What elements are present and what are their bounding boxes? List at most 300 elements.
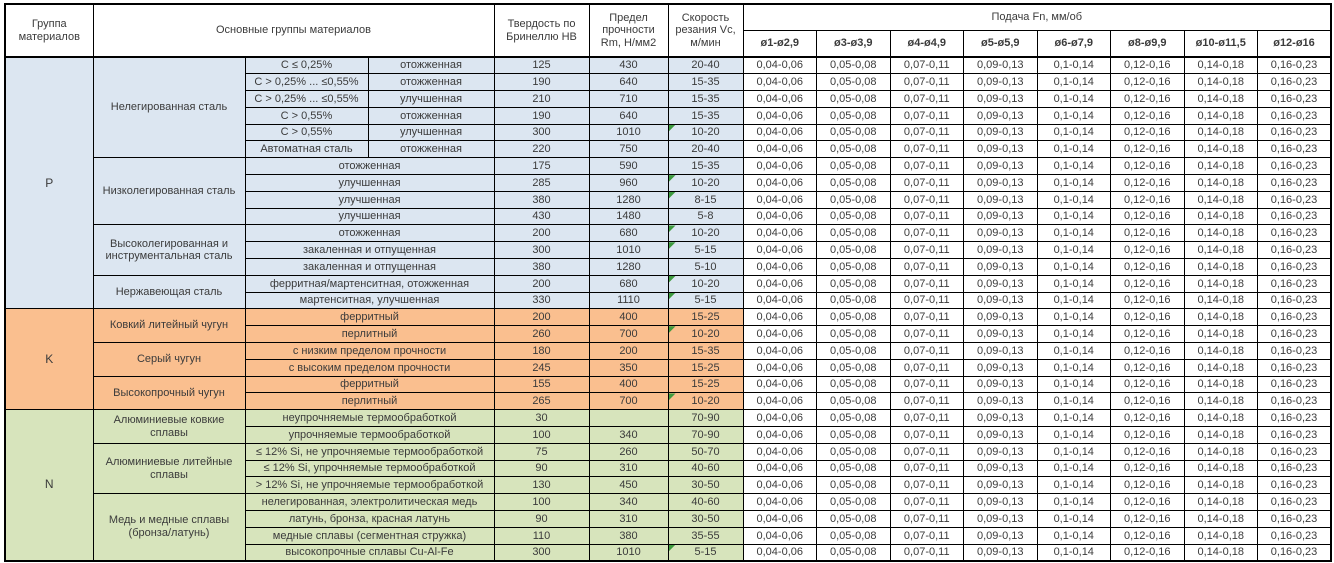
feed-value-cell: 0,14-0,18 [1184, 477, 1258, 494]
feed-value-cell: 0,12-0,16 [1111, 443, 1185, 460]
feed-value-cell: 0,04-0,06 [743, 74, 817, 91]
feed-value-cell: 0,14-0,18 [1184, 191, 1258, 208]
feed-value-cell: 0,1-0,14 [1037, 107, 1111, 124]
feed-value-cell: 0,1-0,14 [1037, 393, 1111, 410]
feed-value-cell: 0,14-0,18 [1184, 292, 1258, 309]
material-spec-cell: ферритный [245, 309, 494, 326]
feed-value-cell: 0,07-0,11 [890, 544, 964, 561]
feed-value-cell: 0,09-0,13 [964, 410, 1038, 427]
feed-value-cell: 0,07-0,11 [890, 259, 964, 276]
feed-column-header: ø4-ø4,9 [890, 30, 964, 57]
feed-value-cell: 0,1-0,14 [1037, 460, 1111, 477]
feed-value-cell: 0,04-0,06 [743, 309, 817, 326]
strength-cell: 1110 [589, 292, 668, 309]
feed-value-cell: 0,16-0,23 [1258, 309, 1332, 326]
green-corner-indicator-icon [669, 276, 676, 283]
group-cell: K [5, 309, 93, 410]
feed-value-cell: 0,12-0,16 [1111, 376, 1185, 393]
material-spec-cell: высокопрочные сплавы Cu-Al-Fe [245, 544, 494, 561]
feed-value-cell: 0,12-0,16 [1111, 292, 1185, 309]
feed-value-cell: 0,07-0,11 [890, 158, 964, 175]
feed-value-cell: 0,07-0,11 [890, 141, 964, 158]
hardness-cell: 300 [494, 124, 589, 141]
table-row [5, 275, 1331, 292]
table-row [5, 376, 1331, 393]
table-row [5, 225, 1331, 242]
feed-value-cell: 0,04-0,06 [743, 527, 817, 544]
hardness-cell: 220 [494, 141, 589, 158]
feed-value-cell: 0,16-0,23 [1258, 191, 1332, 208]
feed-value-cell: 0,1-0,14 [1037, 410, 1111, 427]
strength-cell: 450 [589, 477, 668, 494]
feed-value-cell: 0,04-0,06 [743, 158, 817, 175]
hardness-cell: 90 [494, 460, 589, 477]
feed-value-cell: 0,1-0,14 [1037, 242, 1111, 259]
feed-value-cell: 0,1-0,14 [1037, 544, 1111, 561]
feed-value-cell: 0,14-0,18 [1184, 91, 1258, 108]
material-spec-cell: ферритная/мартенситная, отожженная [245, 275, 494, 292]
hardness-cell: 200 [494, 225, 589, 242]
feed-value-cell: 0,07-0,11 [890, 208, 964, 225]
feed-value-cell: 0,12-0,16 [1111, 427, 1185, 444]
hardness-cell: 260 [494, 326, 589, 343]
feed-value-cell: 0,04-0,06 [743, 494, 817, 511]
hardness-cell: 130 [494, 477, 589, 494]
feed-value-cell: 0,07-0,11 [890, 359, 964, 376]
feed-value-cell: 0,05-0,08 [817, 410, 891, 427]
feed-value-cell: 0,04-0,06 [743, 225, 817, 242]
feed-value-cell: 0,1-0,14 [1037, 57, 1111, 74]
strength-cell: 960 [589, 175, 668, 192]
feed-value-cell: 0,04-0,06 [743, 393, 817, 410]
cutting-speed-cell: 15-35 [668, 107, 743, 124]
feed-value-cell: 0,1-0,14 [1037, 91, 1111, 108]
table-row [5, 343, 1331, 360]
feed-value-cell: 0,05-0,08 [817, 208, 891, 225]
cutting-speed-cell: 5-15 [668, 544, 743, 561]
hardness-cell: 200 [494, 275, 589, 292]
feed-value-cell: 0,1-0,14 [1037, 511, 1111, 528]
feed-value-cell: 0,12-0,16 [1111, 393, 1185, 410]
group-cell: N [5, 410, 93, 561]
feed-value-cell: 0,1-0,14 [1037, 191, 1111, 208]
feed-value-cell: 0,04-0,06 [743, 477, 817, 494]
feed-value-cell: 0,09-0,13 [964, 275, 1038, 292]
strength-cell: 640 [589, 74, 668, 91]
cutting-speed-cell: 8-15 [668, 191, 743, 208]
feed-value-cell: 0,07-0,11 [890, 175, 964, 192]
feed-value-cell: 0,05-0,08 [817, 393, 891, 410]
feed-value-cell: 0,14-0,18 [1184, 443, 1258, 460]
cutting-speed-cell: 10-20 [668, 393, 743, 410]
feed-value-cell: 0,07-0,11 [890, 460, 964, 477]
table-row [5, 57, 1331, 74]
feed-value-cell: 0,14-0,18 [1184, 107, 1258, 124]
header-brinell-hardness: Твердость по Бринеллю HB [494, 4, 589, 57]
feed-value-cell: 0,16-0,23 [1258, 91, 1332, 108]
material-spec-cell: нелегированная, электролитическая медь [245, 494, 494, 511]
cutting-speed-cell: 15-35 [668, 158, 743, 175]
feed-value-cell: 0,04-0,06 [743, 175, 817, 192]
feed-value-cell: 0,07-0,11 [890, 427, 964, 444]
feed-value-cell: 0,1-0,14 [1037, 292, 1111, 309]
hardness-cell: 90 [494, 511, 589, 528]
feed-value-cell: 0,05-0,08 [817, 91, 891, 108]
material-spec-cell: ≤ 12% Si, упрочняемые термообработкой [245, 460, 494, 477]
feed-value-cell: 0,14-0,18 [1184, 124, 1258, 141]
feed-value-cell: 0,09-0,13 [964, 91, 1038, 108]
feed-value-cell: 0,05-0,08 [817, 494, 891, 511]
feed-value-cell: 0,04-0,06 [743, 242, 817, 259]
hardness-cell: 190 [494, 107, 589, 124]
feed-value-cell: 0,14-0,18 [1184, 74, 1258, 91]
feed-value-cell: 0,16-0,23 [1258, 544, 1332, 561]
feed-value-cell: 0,07-0,11 [890, 225, 964, 242]
feed-value-cell: 0,1-0,14 [1037, 326, 1111, 343]
feed-value-cell: 0,14-0,18 [1184, 259, 1258, 276]
feed-value-cell: 0,05-0,08 [817, 292, 891, 309]
feed-value-cell: 0,14-0,18 [1184, 343, 1258, 360]
feed-value-cell: 0,14-0,18 [1184, 494, 1258, 511]
family-cell: Медь и медные сплавы (бронза/латунь) [93, 494, 245, 561]
feed-value-cell: 0,16-0,23 [1258, 57, 1332, 74]
feed-value-cell: 0,1-0,14 [1037, 175, 1111, 192]
material-spec-cell: ≤ 12% Si, не упрочняемые термообработкой [245, 443, 494, 460]
cutting-speed-cell: 15-25 [668, 376, 743, 393]
family-cell: Алюминиевые литейные сплавы [93, 443, 245, 493]
feed-value-cell: 0,1-0,14 [1037, 208, 1111, 225]
feed-value-cell: 0,12-0,16 [1111, 275, 1185, 292]
feed-value-cell: 0,09-0,13 [964, 494, 1038, 511]
header-main-material-groups: Основные группы материалов [93, 4, 494, 57]
feed-value-cell: 0,04-0,06 [743, 326, 817, 343]
feed-value-cell: 0,04-0,06 [743, 141, 817, 158]
feed-value-cell: 0,16-0,23 [1258, 208, 1332, 225]
feed-value-cell: 0,05-0,08 [817, 527, 891, 544]
strength-cell: 680 [589, 225, 668, 242]
feed-value-cell: 0,14-0,18 [1184, 511, 1258, 528]
feed-value-cell: 0,1-0,14 [1037, 527, 1111, 544]
feed-value-cell: 0,12-0,16 [1111, 309, 1185, 326]
hardness-cell: 180 [494, 343, 589, 360]
feed-column-header: ø1-ø2,9 [743, 30, 817, 57]
feed-value-cell: 0,16-0,23 [1258, 427, 1332, 444]
feed-value-cell: 0,09-0,13 [964, 175, 1038, 192]
cutting-speed-cell: 5-15 [668, 242, 743, 259]
hardness-cell: 200 [494, 309, 589, 326]
strength-cell: 1280 [589, 191, 668, 208]
material-spec-cell: мартенситная, улучшенная [245, 292, 494, 309]
cutting-speed-cell: 5-8 [668, 208, 743, 225]
table-row [5, 410, 1331, 427]
feed-value-cell: 0,1-0,14 [1037, 343, 1111, 360]
feed-value-cell: 0,12-0,16 [1111, 91, 1185, 108]
table-row [5, 494, 1331, 511]
cutting-speed-cell: 10-20 [668, 275, 743, 292]
feed-value-cell: 0,04-0,06 [743, 343, 817, 360]
feed-value-cell: 0,14-0,18 [1184, 309, 1258, 326]
feed-column-header: ø6-ø7,9 [1037, 30, 1111, 57]
material-state-cell: отожженная [368, 74, 494, 91]
strength-cell: 400 [589, 376, 668, 393]
feed-value-cell: 0,05-0,08 [817, 544, 891, 561]
cutting-speed-cell: 15-25 [668, 309, 743, 326]
feed-value-cell: 0,14-0,18 [1184, 359, 1258, 376]
strength-cell: 1010 [589, 124, 668, 141]
strength-cell: 710 [589, 91, 668, 108]
green-corner-indicator-icon [669, 393, 676, 400]
feed-value-cell: 0,09-0,13 [964, 326, 1038, 343]
feed-value-cell: 0,16-0,23 [1258, 410, 1332, 427]
feed-value-cell: 0,12-0,16 [1111, 259, 1185, 276]
feed-value-cell: 0,07-0,11 [890, 275, 964, 292]
strength-cell: 1280 [589, 259, 668, 276]
hardness-cell: 100 [494, 494, 589, 511]
material-spec-cell: отожженная [245, 225, 494, 242]
feed-value-cell: 0,12-0,16 [1111, 124, 1185, 141]
hardness-cell: 75 [494, 443, 589, 460]
feed-value-cell: 0,04-0,06 [743, 124, 817, 141]
feed-value-cell: 0,05-0,08 [817, 376, 891, 393]
feed-value-cell: 0,1-0,14 [1037, 309, 1111, 326]
green-corner-indicator-icon [669, 192, 676, 199]
feed-value-cell: 0,14-0,18 [1184, 427, 1258, 444]
strength-cell [589, 410, 668, 427]
material-spec-cell: закаленная и отпущенная [245, 242, 494, 259]
feed-value-cell: 0,16-0,23 [1258, 158, 1332, 175]
family-cell: Серый чугун [93, 343, 245, 377]
feed-column-header: ø12-ø16 [1258, 30, 1332, 57]
strength-cell: 340 [589, 427, 668, 444]
feed-value-cell: 0,12-0,16 [1111, 544, 1185, 561]
hardness-cell: 30 [494, 410, 589, 427]
feed-value-cell: 0,16-0,23 [1258, 393, 1332, 410]
feed-value-cell: 0,16-0,23 [1258, 124, 1332, 141]
feed-value-cell: 0,09-0,13 [964, 309, 1038, 326]
family-cell: Нелегированная сталь [93, 57, 245, 158]
header-cutting-speed: Скорость резания Vc, м/мин [668, 4, 743, 57]
feed-value-cell: 0,05-0,08 [817, 141, 891, 158]
feed-value-cell: 0,09-0,13 [964, 477, 1038, 494]
feed-value-cell: 0,05-0,08 [817, 460, 891, 477]
material-spec-cell: C > 0,25% ... ≤0,55% [245, 91, 368, 108]
feed-value-cell: 0,1-0,14 [1037, 443, 1111, 460]
material-spec-cell: перлитный [245, 393, 494, 410]
feed-value-cell: 0,16-0,23 [1258, 326, 1332, 343]
feed-value-cell: 0,12-0,16 [1111, 326, 1185, 343]
feed-value-cell: 0,09-0,13 [964, 511, 1038, 528]
material-state-cell: отожженная [368, 141, 494, 158]
feed-value-cell: 0,09-0,13 [964, 393, 1038, 410]
feed-value-cell: 0,14-0,18 [1184, 225, 1258, 242]
feed-value-cell: 0,14-0,18 [1184, 527, 1258, 544]
feed-value-cell: 0,12-0,16 [1111, 511, 1185, 528]
feed-value-cell: 0,12-0,16 [1111, 74, 1185, 91]
feed-value-cell: 0,04-0,06 [743, 107, 817, 124]
feed-value-cell: 0,14-0,18 [1184, 544, 1258, 561]
cutting-speed-cell: 15-35 [668, 74, 743, 91]
feed-value-cell: 0,16-0,23 [1258, 527, 1332, 544]
feed-value-cell: 0,05-0,08 [817, 477, 891, 494]
hardness-cell: 210 [494, 91, 589, 108]
material-spec-cell: латунь, бронза, красная латунь [245, 511, 494, 528]
feed-value-cell: 0,12-0,16 [1111, 242, 1185, 259]
strength-cell: 310 [589, 460, 668, 477]
feed-value-cell: 0,07-0,11 [890, 443, 964, 460]
cutting-speed-cell: 30-50 [668, 477, 743, 494]
strength-cell: 680 [589, 275, 668, 292]
feed-value-cell: 0,04-0,06 [743, 275, 817, 292]
material-spec-cell: ферритный [245, 376, 494, 393]
feed-value-cell: 0,04-0,06 [743, 57, 817, 74]
feed-value-cell: 0,16-0,23 [1258, 494, 1332, 511]
material-spec-cell: неупрочняемые термообработкой [245, 410, 494, 427]
green-corner-indicator-icon [669, 175, 676, 182]
hardness-cell: 265 [494, 393, 589, 410]
cutting-speed-cell: 10-20 [668, 124, 743, 141]
feed-value-cell: 0,09-0,13 [964, 191, 1038, 208]
feed-value-cell: 0,05-0,08 [817, 158, 891, 175]
material-state-cell: отожженная [368, 107, 494, 124]
material-spec-cell: медные сплавы (сегментная стружка) [245, 527, 494, 544]
feed-value-cell: 0,12-0,16 [1111, 477, 1185, 494]
family-cell: Низколегированная сталь [93, 158, 245, 225]
feed-value-cell: 0,16-0,23 [1258, 359, 1332, 376]
feed-value-cell: 0,07-0,11 [890, 527, 964, 544]
feed-value-cell: 0,09-0,13 [964, 343, 1038, 360]
feed-value-cell: 0,16-0,23 [1258, 141, 1332, 158]
feed-value-cell: 0,14-0,18 [1184, 275, 1258, 292]
family-cell: Алюминиевые ковкие сплавы [93, 410, 245, 444]
feed-value-cell: 0,16-0,23 [1258, 242, 1332, 259]
strength-cell: 260 [589, 443, 668, 460]
feed-value-cell: 0,09-0,13 [964, 158, 1038, 175]
feed-column-header: ø5-ø5,9 [964, 30, 1038, 57]
feed-value-cell: 0,14-0,18 [1184, 393, 1258, 410]
cutting-speed-cell: 70-90 [668, 427, 743, 444]
cutting-speed-cell: 10-20 [668, 175, 743, 192]
feed-value-cell: 0,05-0,08 [817, 74, 891, 91]
feed-value-cell: 0,14-0,18 [1184, 460, 1258, 477]
header-feed-title: Подача Fn, мм/об [743, 4, 1331, 30]
green-corner-indicator-icon [669, 125, 676, 132]
feed-value-cell: 0,1-0,14 [1037, 275, 1111, 292]
feed-value-cell: 0,12-0,16 [1111, 343, 1185, 360]
material-spec-cell: перлитный [245, 326, 494, 343]
feed-value-cell: 0,07-0,11 [890, 343, 964, 360]
header-tensile-strength: Предел прочности Rm, Н/мм2 [589, 4, 668, 57]
feed-value-cell: 0,1-0,14 [1037, 225, 1111, 242]
cutting-speed-cell: 35-55 [668, 527, 743, 544]
feed-value-cell: 0,12-0,16 [1111, 208, 1185, 225]
strength-cell: 1010 [589, 242, 668, 259]
feed-value-cell: 0,12-0,16 [1111, 141, 1185, 158]
feed-value-cell: 0,16-0,23 [1258, 225, 1332, 242]
material-spec-cell: закаленная и отпущенная [245, 259, 494, 276]
hardness-cell: 300 [494, 242, 589, 259]
hardness-cell: 155 [494, 376, 589, 393]
feed-value-cell: 0,09-0,13 [964, 527, 1038, 544]
strength-cell: 310 [589, 511, 668, 528]
feed-value-cell: 0,1-0,14 [1037, 376, 1111, 393]
table-row [5, 158, 1331, 175]
feed-value-cell: 0,05-0,08 [817, 57, 891, 74]
feed-value-cell: 0,09-0,13 [964, 57, 1038, 74]
cutting-speed-cell: 50-70 [668, 443, 743, 460]
feed-value-cell: 0,16-0,23 [1258, 376, 1332, 393]
feed-value-cell: 0,09-0,13 [964, 242, 1038, 259]
feed-value-cell: 0,16-0,23 [1258, 292, 1332, 309]
feed-value-cell: 0,16-0,23 [1258, 343, 1332, 360]
material-spec-cell: > 12% Si, не упрочняемые термообработкой [245, 477, 494, 494]
cutting-speed-cell: 40-60 [668, 460, 743, 477]
feed-value-cell: 0,09-0,13 [964, 359, 1038, 376]
material-state-cell: улучшенная [368, 124, 494, 141]
feed-value-cell: 0,05-0,08 [817, 359, 891, 376]
group-cell: P [5, 57, 93, 309]
cutting-speed-cell: 5-15 [668, 292, 743, 309]
strength-cell: 1010 [589, 544, 668, 561]
feed-value-cell: 0,16-0,23 [1258, 511, 1332, 528]
material-spec-cell: улучшенная [245, 175, 494, 192]
feed-value-cell: 0,1-0,14 [1037, 477, 1111, 494]
feed-value-cell: 0,04-0,06 [743, 427, 817, 444]
feed-value-cell: 0,05-0,08 [817, 427, 891, 444]
feed-value-cell: 0,07-0,11 [890, 191, 964, 208]
feed-value-cell: 0,16-0,23 [1258, 443, 1332, 460]
feed-value-cell: 0,04-0,06 [743, 544, 817, 561]
table-row [5, 443, 1331, 460]
feed-value-cell: 0,07-0,11 [890, 74, 964, 91]
strength-cell: 400 [589, 309, 668, 326]
feed-value-cell: 0,07-0,11 [890, 91, 964, 108]
feed-value-cell: 0,07-0,11 [890, 292, 964, 309]
hardness-cell: 110 [494, 527, 589, 544]
hardness-cell: 430 [494, 208, 589, 225]
feed-value-cell: 0,12-0,16 [1111, 107, 1185, 124]
feed-value-cell: 0,07-0,11 [890, 494, 964, 511]
feed-value-cell: 0,09-0,13 [964, 107, 1038, 124]
feed-column-header: ø10-ø11,5 [1184, 30, 1258, 57]
feed-value-cell: 0,1-0,14 [1037, 494, 1111, 511]
feed-value-cell: 0,07-0,11 [890, 477, 964, 494]
cutting-speed-cell: 10-20 [668, 225, 743, 242]
feed-value-cell: 0,04-0,06 [743, 91, 817, 108]
green-corner-indicator-icon [669, 225, 676, 232]
feed-value-cell: 0,1-0,14 [1037, 124, 1111, 141]
feed-value-cell: 0,1-0,14 [1037, 141, 1111, 158]
feed-value-cell: 0,05-0,08 [817, 259, 891, 276]
feed-value-cell: 0,09-0,13 [964, 460, 1038, 477]
feed-value-cell: 0,09-0,13 [964, 292, 1038, 309]
feed-value-cell: 0,04-0,06 [743, 359, 817, 376]
strength-cell: 350 [589, 359, 668, 376]
feed-value-cell: 0,12-0,16 [1111, 175, 1185, 192]
feed-value-cell: 0,05-0,08 [817, 275, 891, 292]
material-spec-cell: Автоматная сталь [245, 141, 368, 158]
feed-value-cell: 0,07-0,11 [890, 309, 964, 326]
strength-cell: 700 [589, 326, 668, 343]
feed-value-cell: 0,14-0,18 [1184, 158, 1258, 175]
feed-value-cell: 0,07-0,11 [890, 57, 964, 74]
feed-value-cell: 0,07-0,11 [890, 511, 964, 528]
family-cell: Нержавеющая сталь [93, 275, 245, 309]
feed-value-cell: 0,14-0,18 [1184, 175, 1258, 192]
feed-value-cell: 0,05-0,08 [817, 511, 891, 528]
material-spec-cell: с высоким пределом прочности [245, 359, 494, 376]
feed-value-cell: 0,09-0,13 [964, 208, 1038, 225]
cutting-speed-cell: 20-40 [668, 141, 743, 158]
